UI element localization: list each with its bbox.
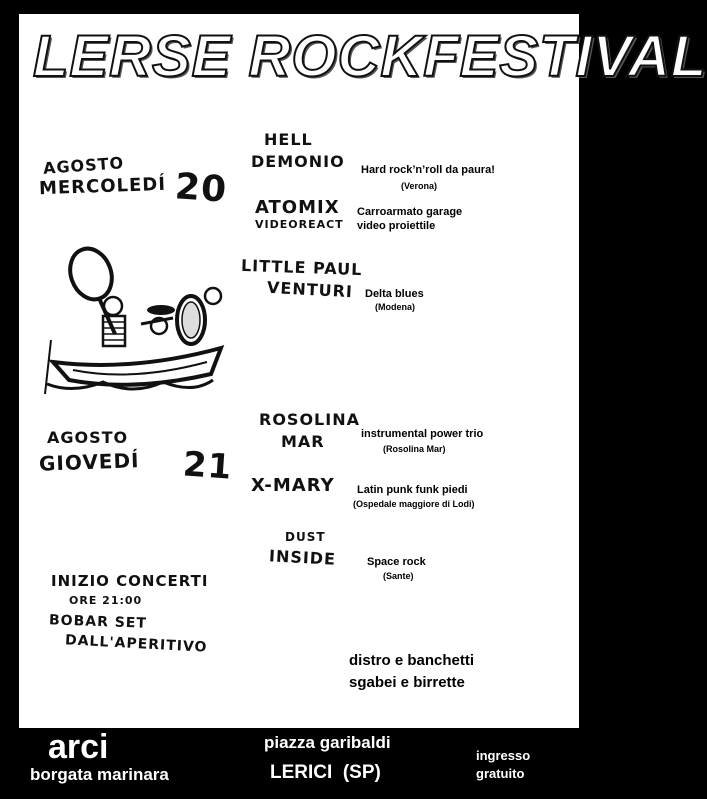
- band-hell-demonio-desc: Hard rock’n’roll da paura!: [361, 164, 495, 176]
- venue-line2: LERICI (SP): [270, 762, 381, 783]
- band-rosolina-line2: MAR: [281, 432, 325, 451]
- band-atomix-desc2: video proiettile: [357, 220, 436, 232]
- entry-line1: ingresso: [476, 748, 531, 763]
- band-atomix-desc1: Carroarmato garage: [357, 206, 463, 218]
- band-hell-demonio-origin: (Verona): [401, 181, 438, 191]
- venue-line1: piazza garibaldi: [264, 733, 391, 752]
- day2-weekday: GIOVEDÍ: [38, 448, 140, 476]
- boat-band-illustration: [43, 244, 223, 404]
- festival-title: LERSE ROCKFESTIVAL: [33, 24, 707, 89]
- extras-line2: sgabei e birrette: [349, 674, 465, 691]
- band-little-paul-desc: Delta blues: [365, 288, 424, 300]
- band-dust-inside-line1: DUST: [285, 530, 326, 544]
- day1-weekday: MERCOLEDÍ: [38, 173, 167, 200]
- info-start: INIZIO CONCERTI: [51, 572, 209, 590]
- band-rosolina-origin: (Rosolina Mar): [383, 444, 446, 454]
- day1-month: AGOSTO: [42, 153, 125, 178]
- band-rosolina-desc: instrumental power trio: [361, 428, 484, 440]
- band-dust-inside-line2: INSIDE: [268, 546, 337, 569]
- day1-day: 20: [173, 166, 229, 211]
- info-time: ORE 21:00: [69, 594, 143, 607]
- band-atomix-line1: ATOMIX: [255, 197, 340, 218]
- band-rosolina-line1: ROSOLINA: [259, 410, 360, 429]
- band-hell-demonio-line1: HELL: [264, 130, 313, 149]
- extras-line1: distro e banchetti: [349, 652, 475, 669]
- arci-subtitle: borgata marinara: [30, 765, 169, 784]
- band-dust-inside-desc: Space rock: [367, 556, 426, 568]
- band-little-paul-origin: (Modena): [375, 302, 415, 312]
- band-little-paul-line2: VENTURI: [266, 277, 354, 302]
- band-hell-demonio-line2: DEMONIO: [251, 152, 345, 171]
- day2-month: AGOSTO: [47, 428, 129, 447]
- band-x-mary-desc: Latin punk funk piedi: [357, 484, 468, 496]
- band-x-mary: X-MARY: [251, 475, 335, 496]
- band-x-mary-origin: (Ospedale maggiore di Lodi): [353, 499, 475, 509]
- band-little-paul-line1: LITTLE PAUL: [240, 255, 363, 280]
- poster: [19, 14, 707, 728]
- band-atomix-line2: VIDEOREACT: [255, 218, 344, 231]
- band-dust-inside-origin: (Sante): [383, 571, 414, 581]
- arci-logo-text: arci: [48, 728, 109, 766]
- day2-day: 21: [181, 444, 234, 488]
- entry-line2: gratuito: [476, 766, 525, 781]
- info-set: BOBAR SET: [48, 612, 148, 632]
- info-aperitivo: DALL'APERITIVO: [64, 632, 208, 656]
